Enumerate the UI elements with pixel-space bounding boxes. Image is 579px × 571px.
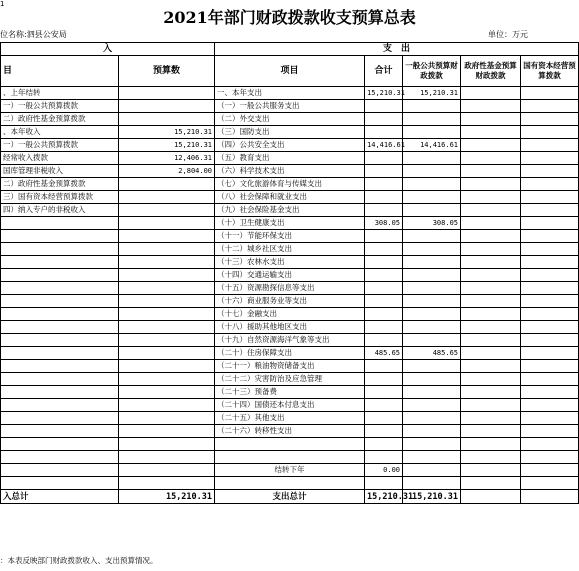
income-item-cell [1,243,119,256]
capital-budget-cell [521,386,579,399]
expenditure-item-cell: （二十六）转移性支出 [215,425,365,438]
total-cell [365,360,403,373]
expenditure-item-cell: （十七）金融支出 [215,308,365,321]
general-budget-cell [403,165,461,178]
income-amount-cell [119,360,215,373]
income-amount-cell [119,451,215,464]
budget-table [0,42,579,504]
income-item-cell [1,451,119,464]
income-amount-cell: 2,804.00 [119,165,215,178]
total-cell [365,425,403,438]
fund-budget-cell [461,334,521,347]
table-row [1,100,579,113]
capital-budget-cell [521,425,579,438]
income-total-label: 入总计 [1,490,119,504]
total-cell [365,321,403,334]
fund-budget-cell [461,464,521,477]
income-item-cell: 二）政府性基金预算拨款 [1,178,119,191]
income-item-cell [1,386,119,399]
fund-budget-cell [461,321,521,334]
general-budget-cell [403,152,461,165]
total-cell [365,386,403,399]
expenditure-item-cell: （九）社会保险基金支出 [215,204,365,217]
fund-budget-cell [461,152,521,165]
capital-budget-cell [521,360,579,373]
table-row [1,451,579,464]
fund-budget-cell [461,412,521,425]
footnote: ：本表反映部门财政拨款收入、支出预算情况。 [0,556,158,565]
fund-budget-cell [461,87,521,100]
fund-budget-cell [461,243,521,256]
total-sum-cell: 15,210.31 [365,490,403,504]
expenditure-item-cell: （六）科学技术支出 [215,165,365,178]
expenditure-item-cell: （十五）资源勘探信息等支出 [215,282,365,295]
income-item-cell: 国库管理非税收入 [1,165,119,178]
capital-budget-cell [521,256,579,269]
income-amount-cell [119,334,215,347]
expenditure-item-cell: （二十四）国债还本付息支出 [215,399,365,412]
expenditure-item-cell: （七）文化旅游体育与传媒支出 [215,178,365,191]
income-item-cell [1,295,119,308]
income-amount-cell [119,178,215,191]
general-budget-cell [403,477,461,490]
income-item-cell [1,308,119,321]
expenditure-item-cell: （十九）自然资源海洋气象等支出 [215,334,365,347]
expenditure-item-cell: （十四）交通运输支出 [215,269,365,282]
general-budget-cell: 308.05 [403,217,461,230]
total-cell [365,126,403,139]
capital-budget-cell [521,282,579,295]
income-item-cell [1,217,119,230]
table-row [1,464,579,477]
general-budget-cell [403,386,461,399]
general-budget-cell [403,321,461,334]
total-cell [365,113,403,126]
fund-budget-cell [461,438,521,451]
income-item-cell [1,412,119,425]
capital-budget-cell [521,126,579,139]
general-budget-cell [403,243,461,256]
table-row [1,477,579,490]
expenditure-item-cell [215,477,365,490]
total-cell: 308.05 [365,217,403,230]
col-fund-header: 政府性基金预算财政拨款 [461,56,521,87]
total-cell [365,230,403,243]
capital-budget-cell [521,399,579,412]
general-budget-cell [403,295,461,308]
income-item-cell: 一）一般公共预算拨款 [1,139,119,152]
general-budget-cell: 15,210.31 [403,87,461,100]
general-budget-cell [403,126,461,139]
income-amount-cell [119,230,215,243]
table-row [1,152,579,165]
capital-budget-cell [521,347,579,360]
table-row [1,308,579,321]
total-cell [365,477,403,490]
expenditure-item-cell: （十三）农林水支出 [215,256,365,269]
expenditure-total-label: 支出总计 [215,490,365,504]
capital-budget-cell [521,243,579,256]
total-cell [365,178,403,191]
income-item-cell: 经常收入拨款 [1,152,119,165]
capital-budget-cell [521,113,579,126]
income-amount-cell [119,373,215,386]
expenditure-item-cell: 结转下年 [215,464,365,477]
expenditure-item-cell: （二十三）预备费 [215,386,365,399]
income-item-cell: 二）政府性基金预算拨款 [1,113,119,126]
total-cell [365,399,403,412]
total-cell: 485.65 [365,347,403,360]
table-row [1,360,579,373]
general-budget-cell [403,191,461,204]
income-amount-cell [119,464,215,477]
income-amount-cell [119,87,215,100]
table-row [1,204,579,217]
total-cell: 14,416.61 [365,139,403,152]
income-item-cell: 三）国有资本经营预算拨款 [1,191,119,204]
capital-sum-cell [521,490,579,504]
income-item-cell: 、上年结转 [1,87,119,100]
expenditure-item-cell: （十）卫生健康支出 [215,217,365,230]
general-budget-cell [403,230,461,243]
capital-budget-cell [521,204,579,217]
fund-budget-cell [461,295,521,308]
income-amount-cell: 15,210.31 [119,139,215,152]
income-amount-cell [119,191,215,204]
income-amount-cell [119,308,215,321]
general-budget-cell [403,451,461,464]
income-item-cell [1,230,119,243]
general-budget-cell: 485.65 [403,347,461,360]
totals-row [1,490,579,504]
corner-mark: 1 [0,0,5,8]
income-amount-cell [119,113,215,126]
fund-budget-cell [461,360,521,373]
page-title: 2021年部门财政拨款收支预算总表 [163,8,416,27]
income-item-cell [1,347,119,360]
capital-budget-cell [521,464,579,477]
table-row [1,165,579,178]
fund-budget-cell [461,230,521,243]
fund-budget-cell [461,178,521,191]
table-row [1,230,579,243]
expenditure-item-cell: （十一）节能环保支出 [215,230,365,243]
expenditure-item-cell: （一）一般公共服务支出 [215,100,365,113]
fund-budget-cell [461,256,521,269]
capital-budget-cell [521,191,579,204]
col-item-header: 目 [1,56,119,87]
general-budget-cell [403,373,461,386]
table-row [1,321,579,334]
income-amount-cell [119,204,215,217]
capital-budget-cell [521,412,579,425]
income-amount-cell [119,412,215,425]
general-budget-cell [403,334,461,347]
expenditure-item-cell: （十八）援助其他地区支出 [215,321,365,334]
table-row [1,425,579,438]
table-row [1,438,579,451]
fund-budget-cell [461,425,521,438]
fund-budget-cell [461,126,521,139]
capital-budget-cell [521,321,579,334]
table-row [1,373,579,386]
income-item-cell [1,321,119,334]
fund-budget-cell [461,139,521,152]
total-cell [365,165,403,178]
income-amount-cell [119,425,215,438]
general-budget-cell [403,438,461,451]
table-row [1,126,579,139]
capital-budget-cell [521,451,579,464]
col-exp-item-header: 项目 [215,56,365,87]
total-cell [365,191,403,204]
total-cell [365,269,403,282]
table-row [1,191,579,204]
income-item-cell [1,334,119,347]
fund-budget-cell [461,386,521,399]
general-budget-cell [403,256,461,269]
general-budget-cell [403,464,461,477]
table-row [1,243,579,256]
income-amount-cell: 15,210.31 [119,126,215,139]
table-row [1,334,579,347]
total-cell: 0.00 [365,464,403,477]
total-cell [365,295,403,308]
capital-budget-cell [521,217,579,230]
total-cell [365,204,403,217]
capital-budget-cell [521,100,579,113]
expenditure-item-cell: （五）教育支出 [215,152,365,165]
general-budget-cell [403,308,461,321]
general-budget-cell [403,178,461,191]
income-item-cell [1,269,119,282]
capital-budget-cell [521,269,579,282]
capital-budget-cell [521,87,579,100]
income-amount-cell [119,295,215,308]
income-total-amount: 15,210.31 [119,490,215,504]
income-item-cell [1,282,119,295]
general-budget-cell [403,100,461,113]
capital-budget-cell [521,334,579,347]
table-row [1,347,579,360]
income-item-cell: 一）一般公共预算拨款 [1,100,119,113]
general-budget-cell: 14,416.61 [403,139,461,152]
income-amount-cell [119,217,215,230]
expenditure-item-cell: （三）国防支出 [215,126,365,139]
col-total-header: 合计 [365,56,403,87]
capital-budget-cell [521,295,579,308]
table-row [1,178,579,191]
fund-budget-cell [461,399,521,412]
table-row [1,412,579,425]
income-item-cell [1,360,119,373]
income-amount-cell [119,269,215,282]
income-amount-cell [119,321,215,334]
expenditure-item-cell: （二十二）灾害防治及应急管理 [215,373,365,386]
fund-budget-cell [461,165,521,178]
expenditure-item-cell: 一、本年支出 [215,87,365,100]
income-amount-cell [119,477,215,490]
expenditure-item-cell [215,438,365,451]
total-cell [365,373,403,386]
table-row [1,295,579,308]
income-header: 入 [1,43,215,56]
table-row [1,217,579,230]
expenditure-item-cell: （十六）商业服务业等支出 [215,295,365,308]
capital-budget-cell [521,152,579,165]
table-row [1,87,579,100]
income-item-cell [1,477,119,490]
income-amount-cell: 12,406.31 [119,152,215,165]
capital-budget-cell [521,373,579,386]
capital-budget-cell [521,438,579,451]
expenditure-item-cell: （二）外交支出 [215,113,365,126]
fund-budget-cell [461,347,521,360]
expenditure-item-cell: （八）社会保障和就业支出 [215,191,365,204]
general-budget-cell [403,399,461,412]
general-budget-cell [403,360,461,373]
table-row [1,399,579,412]
capital-budget-cell [521,178,579,191]
table-row [1,113,579,126]
table-row [1,269,579,282]
general-budget-cell [403,412,461,425]
income-item-cell [1,256,119,269]
capital-budget-cell [521,477,579,490]
unit-name: 位名称:泗县公安局 [0,30,67,39]
expenditure-item-cell: （二十五）其他支出 [215,412,365,425]
fund-budget-cell [461,451,521,464]
expenditure-item-cell: （四）公共安全支出 [215,139,365,152]
general-budget-cell [403,269,461,282]
capital-budget-cell [521,308,579,321]
income-item-cell [1,399,119,412]
header-row-columns [1,56,579,87]
total-cell [365,334,403,347]
fund-budget-cell [461,217,521,230]
fund-budget-cell [461,113,521,126]
table-row [1,256,579,269]
fund-budget-cell [461,282,521,295]
col-capital-header: 国有资本经营预算拨款 [521,56,579,87]
expenditure-item-cell: （十二）城乡社区支出 [215,243,365,256]
income-amount-cell [119,256,215,269]
table-row [1,282,579,295]
general-budget-cell [403,282,461,295]
income-item-cell [1,425,119,438]
unit-label: 单位：万元 [488,30,528,39]
expenditure-item-cell [215,451,365,464]
income-amount-cell [119,243,215,256]
expenditure-item-cell: （二十）住房保障支出 [215,347,365,360]
income-amount-cell [119,438,215,451]
header-row-group [1,43,579,56]
capital-budget-cell [521,230,579,243]
col-general-header: 一般公共预算财政拨款 [403,56,461,87]
income-item-cell: 、本年收入 [1,126,119,139]
income-item-cell [1,438,119,451]
general-budget-cell [403,113,461,126]
total-cell [365,438,403,451]
fund-budget-cell [461,100,521,113]
income-amount-cell [119,386,215,399]
income-item-cell: 四）纳入专户的非税收入 [1,204,119,217]
income-amount-cell [119,347,215,360]
expenditure-item-cell: （二十一）粮油物资储备支出 [215,360,365,373]
general-budget-cell [403,204,461,217]
income-amount-cell [119,100,215,113]
total-cell [365,282,403,295]
table-row [1,139,579,152]
fund-budget-cell [461,373,521,386]
income-amount-cell [119,282,215,295]
table-row [1,386,579,399]
total-cell [365,256,403,269]
income-amount-cell [119,399,215,412]
fund-budget-cell [461,191,521,204]
total-cell [365,308,403,321]
fund-sum-cell [461,490,521,504]
total-cell: 15,210.31 [365,87,403,100]
total-cell [365,412,403,425]
capital-budget-cell [521,165,579,178]
fund-budget-cell [461,204,521,217]
income-item-cell [1,464,119,477]
fund-budget-cell [461,477,521,490]
capital-budget-cell [521,139,579,152]
expenditure-header: 支 出 [215,43,579,56]
fund-budget-cell [461,269,521,282]
total-cell [365,100,403,113]
total-cell [365,152,403,165]
col-budget-header: 预算数 [119,56,215,87]
income-item-cell [1,373,119,386]
total-cell [365,451,403,464]
total-cell [365,243,403,256]
fund-budget-cell [461,308,521,321]
general-budget-cell [403,425,461,438]
general-sum-cell: 15,210.31 [403,490,461,504]
